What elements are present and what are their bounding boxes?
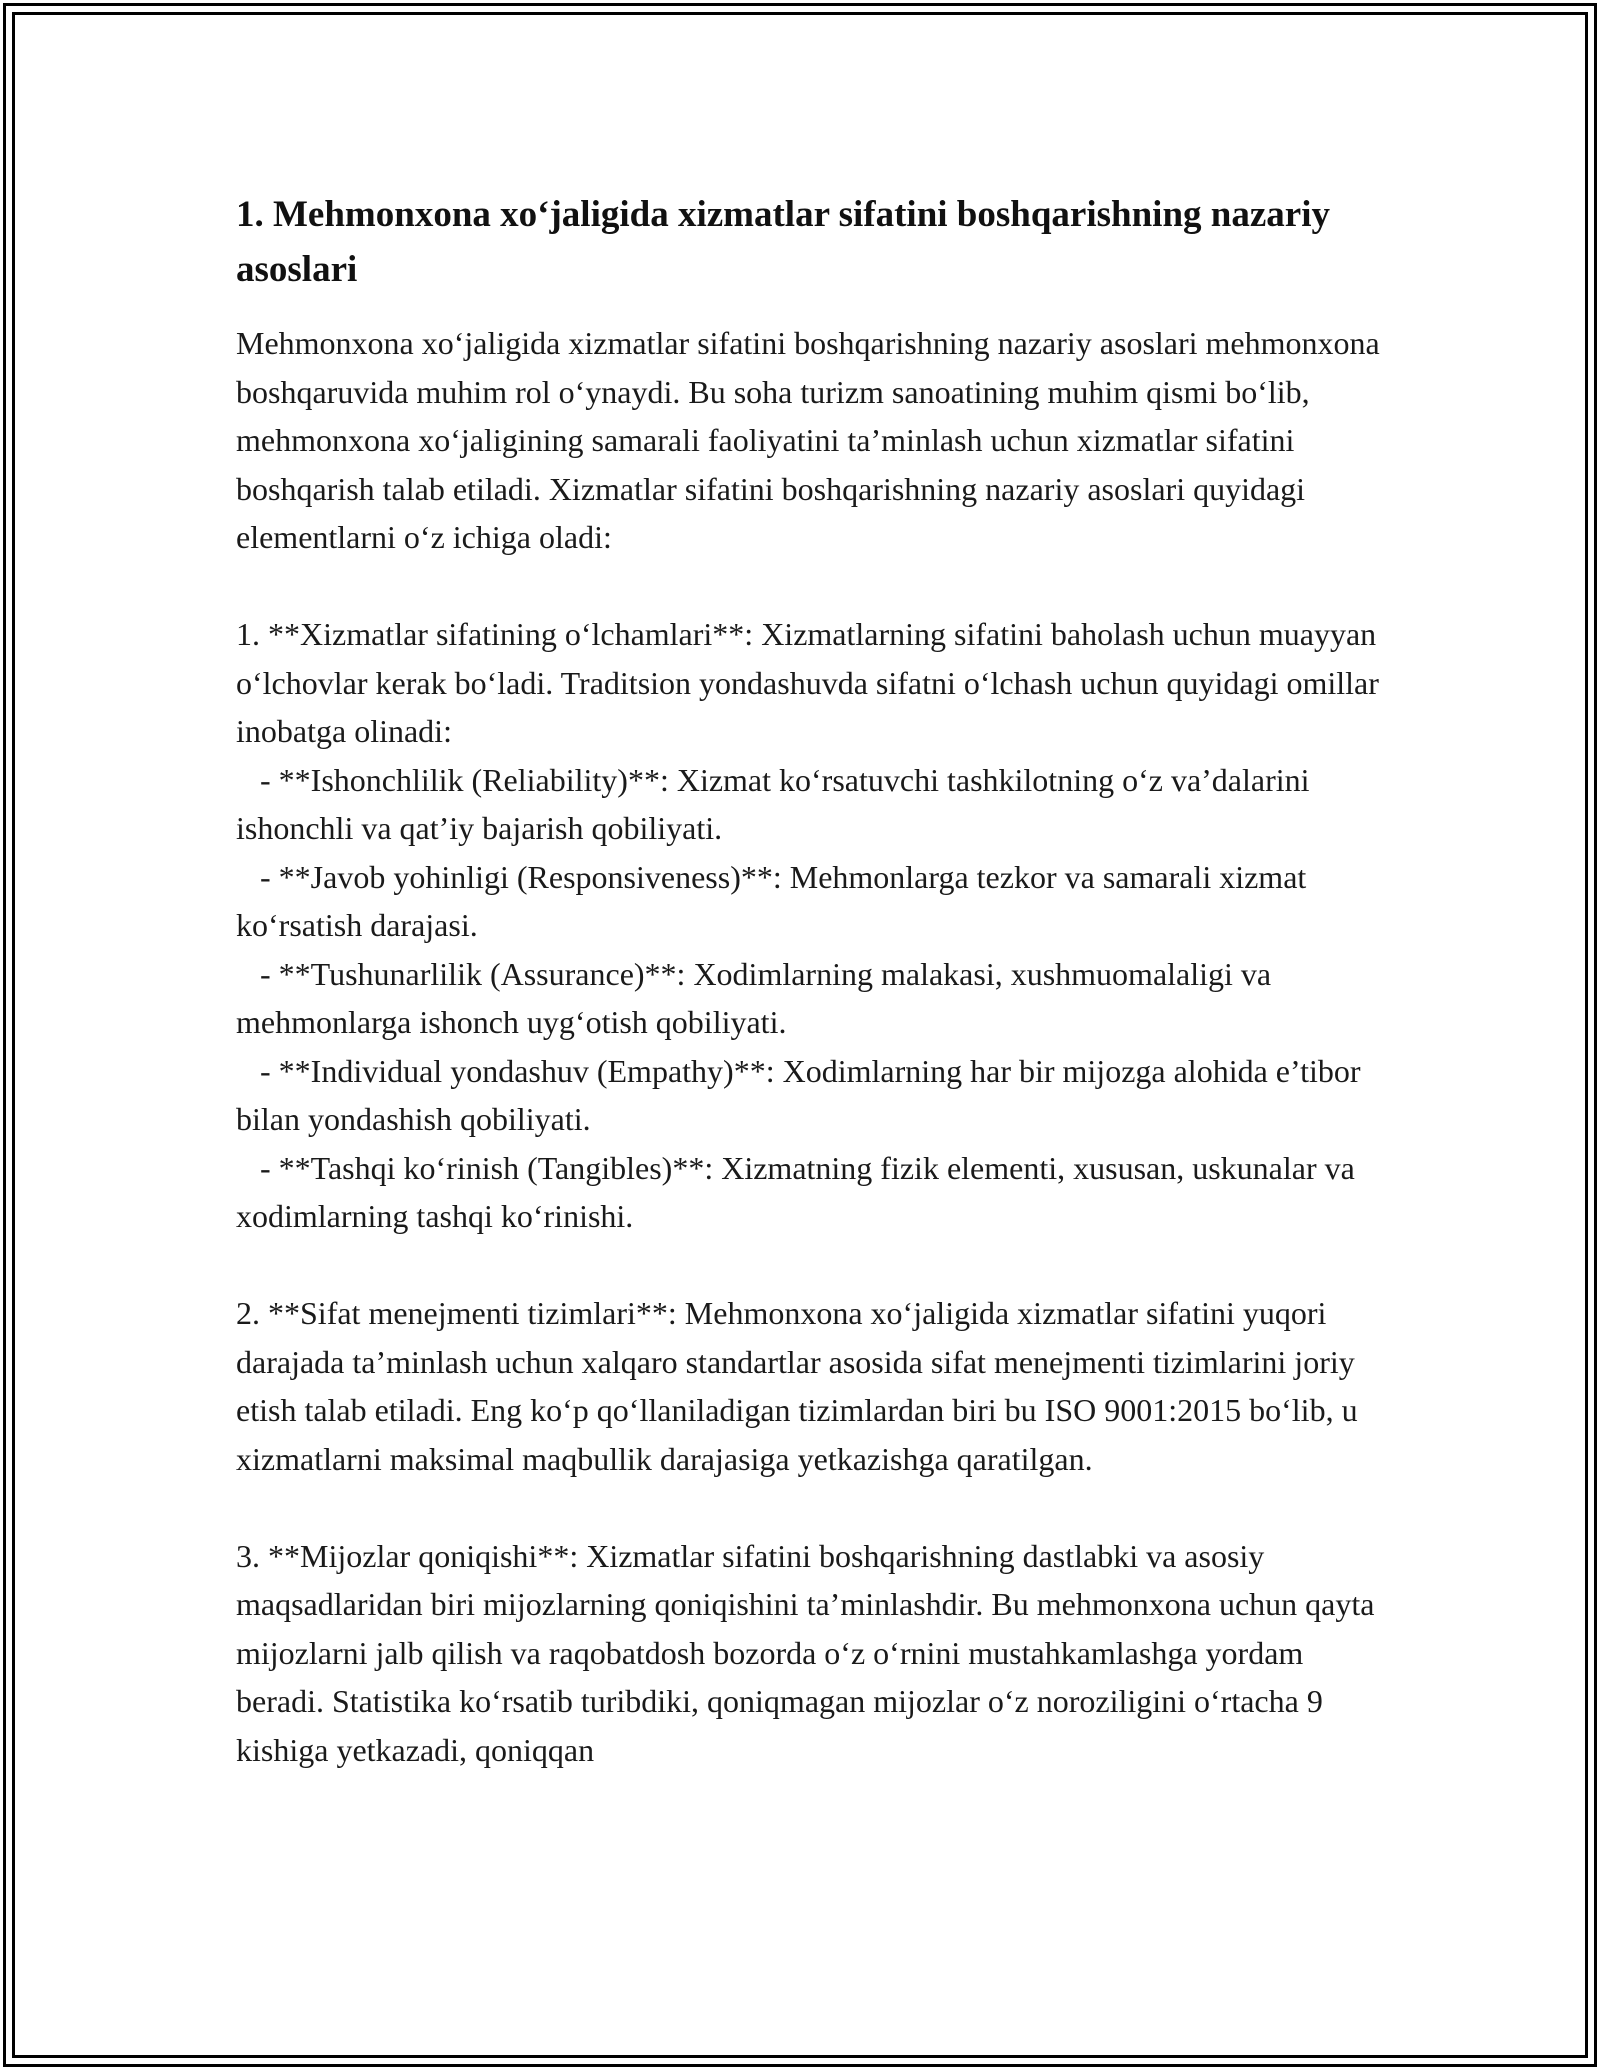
quality-management-paragraph: 2. **Sifat menejmenti tizimlari**: Mehmonxona xo‘jaligida xizmatlar sifatini yuqori darajada ta’minlash uchun xalqaro standartlar asosida sifat menejmenti tizimlarini joriy etish talab etiladi. Eng ko‘p qo‘llaniladigan tizimlardan biri bu ISO 9001:2015 bo‘lib, u xizmatlarni maksimal maqbullik darajasiga yetkazishga qaratilgan. [236, 1295, 1366, 1477]
customer-satisfaction-paragraph: 3. **Mijozlar qoniqishi**: Xizmatlar sifatini boshqarishning dastlabki va asosiy maqsadlaridan biri mijozlarning qoniqishini ta’minlashdir. Bu mehmonxona uchun qayta mijozlarni jalb qilish va raqobatdosh bozorda o‘z o‘rnini mustahkamlashga yordam beradi. Statistika ko‘rsatib turibdiki, qoniqmagan mijozlar o‘z noroziligini o‘rtacha 9 kishiga yetkazadi, qoniqqan [236, 1537, 1383, 1768]
section-heading: 1. Mehmonxona xo‘jaligida xizmatlar sifatini boshqarishning nazariy asoslari [236, 194, 1330, 290]
quality-dimensions-paragraph: 1. **Xizmatlar sifatining o‘lchamlari**: Xizmatlarning sifatini baholash uchun muayyan o‘lchovlar kerak bo‘ladi. Traditsion yondashuvda sifatni o‘lchash uchun quyidagi omillar inobatga olinadi: - **Ishonchlilik (Reliability)**: Xizmat ko‘rsatuvchi tashkilotning o‘z va’dalarini ishonchli va qat’iy bajarish qobiliyati. - **Javob yohinligi (Responsiveness)**: Mehmonlarga tezkor va samarali xizmat ko‘rsatish darajasi. - **Tushunarlilik (Assurance)**: Xodimlarning malakasi, xushmuomalaligi va mehmonlarga ishonch uyg‘otish qobiliyati. - **Individual yondashuv (Empathy)**: Xodimlarning har bir mijozga alohida e’tibor bilan yondashish qobiliyati. - **Tashqi ko‘rinish (Tangibles)**: Xizmatning fizik elementi, xususan, uskunalar va xodimlarning tashqi ko‘rinishi. [236, 616, 1379, 1234]
intro-paragraph: Mehmonxona xo‘jaligida xizmatlar sifatini boshqarishning nazariy asoslari mehmonxona boshqaruvida muhim rol o‘ynaydi. Bu soha turizm sanoatining muhim qismi bo‘lib, mehmonxona xo‘jaligining samarali faoliyatini ta’minlash uchun xizmatlar sifatini boshqarish talab etiladi. Xizmatlar sifatini boshqarishning nazariy asoslari quyidagi elementlarni o‘z ichiga oladi: [236, 325, 1388, 555]
document-page [236, 187, 1396, 1774]
